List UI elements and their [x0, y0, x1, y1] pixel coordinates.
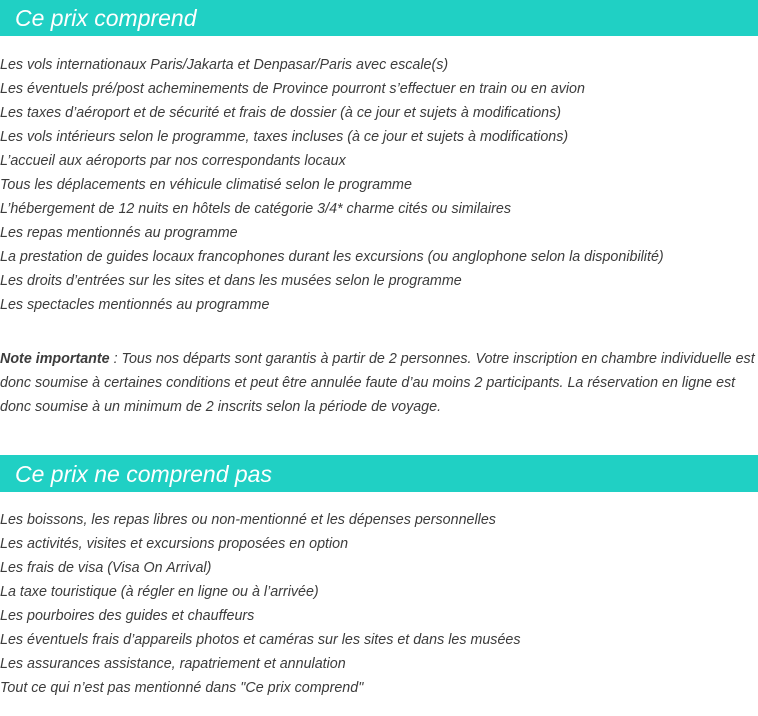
list-item: Les spectacles mentionnés au programme	[0, 297, 270, 313]
list-item: Les repas mentionnés au programme	[0, 225, 238, 241]
list-item: Les assurances assistance, rapatriement et annulation	[0, 656, 346, 672]
list-item: L’accueil aux aéroports par nos correspondants locaux	[0, 153, 346, 169]
list-item: La prestation de guides locaux francophones durant les excursions (ou anglophone selon la disponibilité)	[0, 249, 664, 265]
list-item: L’hébergement de 12 nuits en hôtels de catégorie 3/4* charme cités ou similaires	[0, 201, 512, 217]
list-item: Les éventuels pré/post acheminements de Province pourront s’effectuer en train ou en avion	[0, 81, 585, 97]
list-item: Les taxes d’aéroport et de sécurité et frais de dossier (à ce jour et sujets à modifications)	[0, 105, 562, 121]
included-section-title: Ce prix comprend	[15, 5, 197, 31]
important-note-text: : Tous nos départs sont garantis à partir de 2 personnes. Votre inscription en chambre individuelle est donc soumise à certaines conditions et peut être annulée faute d’au moins 2 participants. La réservation en ligne est donc soumise à un minimum de 2 inscrits selon la période de voyage.	[0, 351, 755, 416]
list-item: Les activités, visites et excursions proposées en option	[0, 536, 349, 552]
list-item: La taxe touristique (à régler en ligne ou à l’arrivée)	[0, 584, 319, 600]
list-item: Les droits d’entrées sur les sites et dans les musées selon le programme	[0, 273, 462, 289]
included-items-list	[0, 53, 664, 317]
list-item: Les vols intérieurs selon le programme, taxes incluses (à ce jour et sujets à modifications)	[0, 129, 569, 145]
excluded-section-header	[0, 455, 758, 492]
list-item: Tous les déplacements en véhicule climatisé selon le programme	[0, 177, 412, 193]
list-item: Les éventuels frais d’appareils photos et caméras sur les sites et dans les musées	[0, 632, 521, 648]
list-item: Les boissons, les repas libres ou non-mentionné et les dépenses personnelles	[0, 512, 496, 528]
important-note-label: Note importante	[0, 351, 110, 368]
list-item: Les pourboires des guides et chauffeurs	[0, 608, 255, 624]
list-item: Les frais de visa (Visa On Arrival)	[0, 560, 212, 576]
important-note	[0, 347, 758, 419]
list-item: Tout ce qui n’est pas mentionné dans "Ce prix comprend"	[0, 680, 364, 696]
excluded-section-title: Ce prix ne comprend pas	[15, 460, 272, 487]
list-item: Les vols internationaux Paris/Jakarta et Denpasar/Paris avec escale(s)	[0, 57, 449, 73]
included-section-header	[0, 0, 758, 36]
excluded-items-list	[0, 508, 521, 700]
